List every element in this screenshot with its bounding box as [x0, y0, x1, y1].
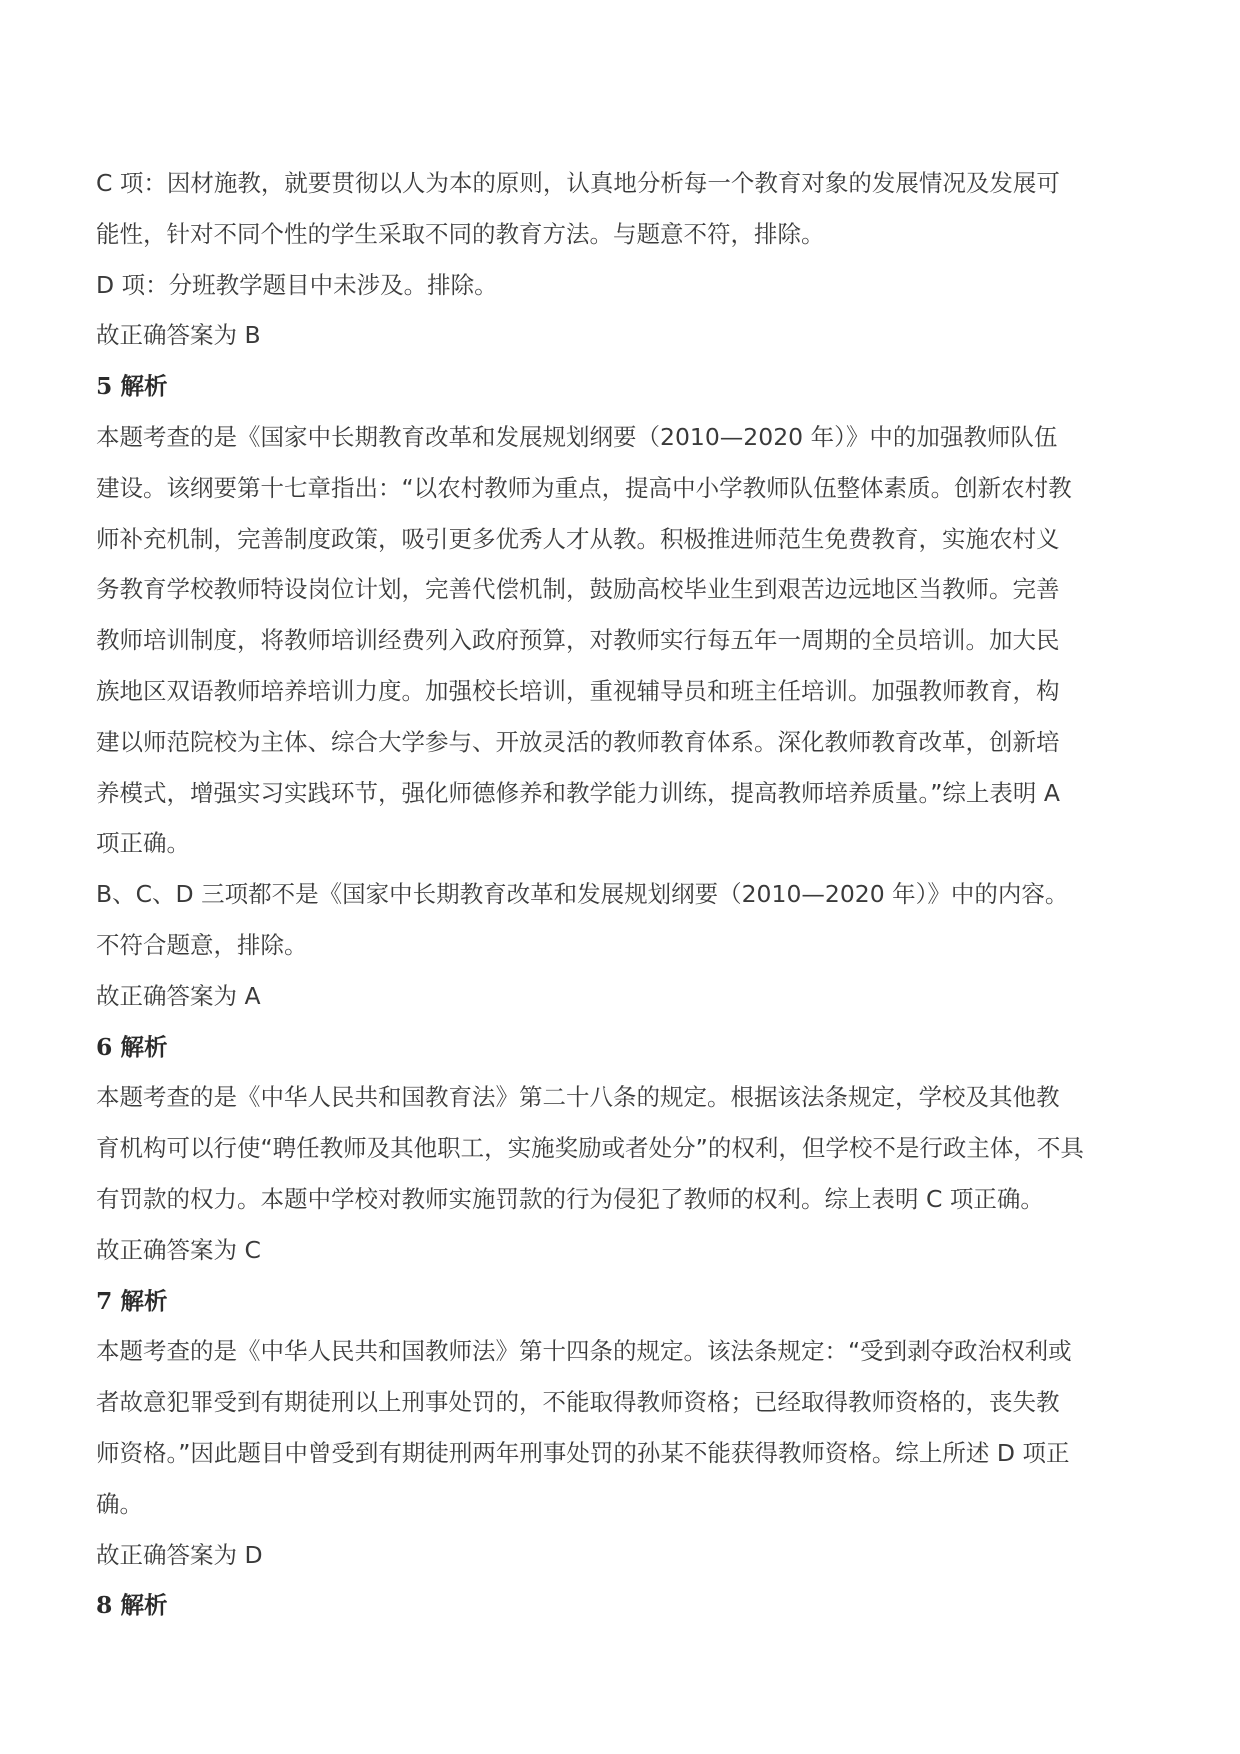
text-line: 建设。该纲要第十七章指出：“以农村教师为重点，提高中小学教师队伍整体素质。创新农村教	[96, 473, 1072, 502]
text-line: 教师培训制度，将教师培训经费列入政府预算，对教师实行每五年一周期的全员培训。加大民	[96, 626, 1060, 655]
text-line: 养模式，增强实习实践环节，强化师德修养和教学能力训练，提高教师培养质量。”综上表明 A	[96, 778, 1060, 807]
document-page	[96, 158, 1146, 1631]
text-line: 师补充机制，完善制度政策，吸引更多优秀人才从教。积极推进师范生免费教育，实施农村义	[96, 524, 1060, 553]
section-heading: 6 解析	[96, 1032, 168, 1061]
text-line: 本题考查的是《中华人民共和国教师法》第十四条的规定。该法条规定：“受到剥夺政治权利或	[96, 1337, 1072, 1366]
text-line: 能性，针对不同个性的学生采取不同的教育方法。与题意不符，排除。	[96, 219, 825, 248]
text-line: B、C、D 三项都不是《国家中长期教育改革和发展规划纲要（2010—2020 年）》中的内容。	[96, 880, 1069, 909]
text-line: 师资格。”因此题目中曾受到有期徒刑两年刑事处罚的孙某不能获得教师资格。综上所述 D 项正	[96, 1438, 1070, 1467]
section-heading: 5 解析	[96, 372, 168, 401]
text-line: 育机构可以行使“聘任教师及其他职工，实施奖励或者处分”的权利，但学校不是行政主体，不具	[96, 1134, 1084, 1163]
text-line: 不符合题意，排除。	[96, 930, 308, 959]
text-line: D 项：分班教学题目中未涉及。排除。	[96, 270, 498, 299]
text-line: 者故意犯罪受到有期徒刑以上刑事处罚的，不能取得教师资格；已经取得教师资格的，丧失教	[96, 1388, 1060, 1417]
text-line: 故正确答案为 D	[96, 1540, 263, 1569]
text-line: 故正确答案为 A	[96, 981, 261, 1010]
text-line: 族地区双语教师培养培训力度。加强校长培训，重视辅导员和班主任培训。加强教师教育，构	[96, 676, 1060, 705]
text-line: 有罚款的权力。本题中学校对教师实施罚款的行为侵犯了教师的权利。综上表明 C 项正确。	[96, 1184, 1044, 1213]
section-heading: 8 解析	[96, 1591, 168, 1620]
text-line: 故正确答案为 C	[96, 1235, 261, 1264]
text-line: 本题考查的是《国家中长期教育改革和发展规划纲要（2010—2020 年）》中的加强教师队伍	[96, 422, 1058, 451]
text-line: 建以师范院校为主体、综合大学参与、开放灵活的教师教育体系。深化教师教育改革，创新培	[96, 727, 1060, 756]
text-line: 本题考查的是《中华人民共和国教育法》第二十八条的规定。根据该法条规定，学校及其他教	[96, 1083, 1060, 1112]
section-heading: 7 解析	[96, 1286, 168, 1315]
text-line: 项正确。	[96, 829, 190, 858]
text-line: 确。	[96, 1489, 143, 1518]
text-line: C 项：因材施教，就要贯彻以人为本的原则，认真地分析每一个教育对象的发展情况及发展可	[96, 169, 1060, 197]
text-line: 务教育学校教师特设岗位计划，完善代偿机制，鼓励高校毕业生到艰苦边远地区当教师。完善	[96, 575, 1060, 604]
text-line: 故正确答案为 B	[96, 321, 261, 350]
